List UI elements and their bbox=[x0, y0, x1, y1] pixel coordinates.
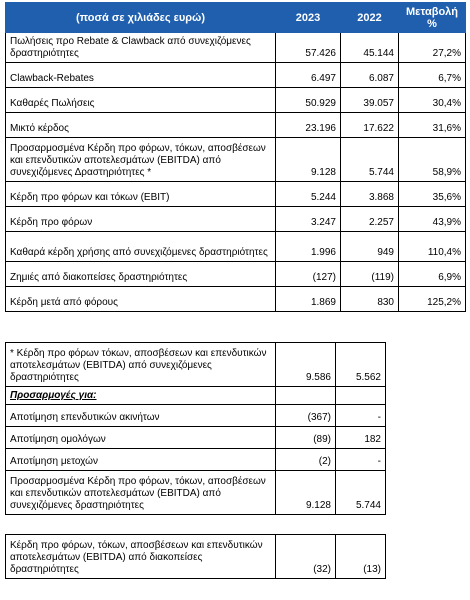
row-label: Πωλήσεις προ Rebate & Clawback από συνεχιζόμενες δραστηριότητες bbox=[6, 33, 276, 63]
table-row bbox=[6, 287, 466, 312]
row-2022: 5.744 bbox=[336, 471, 386, 515]
row-label: Καθαρά κέρδη χρήσης από συνεχιζόμενες δραστηριότητες bbox=[6, 232, 276, 262]
row-2022: 949 bbox=[341, 232, 399, 262]
row-label: Αποτίμηση ομολόγων bbox=[6, 427, 276, 449]
row-change: 110,4% bbox=[399, 232, 466, 262]
row-2022: - bbox=[336, 405, 386, 427]
table-row bbox=[6, 262, 466, 287]
row-change: 27,2% bbox=[399, 33, 466, 63]
row-label: Clawback-Rebates bbox=[6, 63, 276, 88]
row-2022: 45.144 bbox=[341, 33, 399, 63]
row-2022: 830 bbox=[341, 287, 399, 312]
row-2022: (119) bbox=[341, 262, 399, 287]
row-change: 35,6% bbox=[399, 182, 466, 207]
row-label: Αποτίμηση επενδυτικών ακινήτων bbox=[6, 405, 276, 427]
row-2023: 9.128 bbox=[276, 471, 336, 515]
row-2023: 23.196 bbox=[276, 113, 341, 138]
row-2023: 1.996 bbox=[276, 232, 341, 262]
table-row bbox=[6, 138, 466, 182]
header-2022: 2022 bbox=[341, 3, 399, 33]
row-2022: - bbox=[336, 449, 386, 471]
row-label: Προσαρμοσμένα Κέρδη προ φόρων, τόκων, αποσβέσεων και επενδυτικών αποτελεσμάτων (EBITDA) από συνεχιζόμενες δραστηριότητες bbox=[6, 471, 276, 515]
adjustments-title-row bbox=[6, 387, 386, 405]
row-2023: (2) bbox=[276, 449, 336, 471]
row-2023: 6.497 bbox=[276, 63, 341, 88]
row-change: 6,9% bbox=[399, 262, 466, 287]
row-change: 43,9% bbox=[399, 207, 466, 232]
row-2023: (89) bbox=[276, 427, 336, 449]
row-2022: 2.257 bbox=[341, 207, 399, 232]
row-change: 31,6% bbox=[399, 113, 466, 138]
financial-summary-table bbox=[5, 2, 466, 312]
ebitda-note-row bbox=[6, 343, 386, 387]
row-label: Κέρδη μετά από φόρους bbox=[6, 287, 276, 312]
table-row bbox=[6, 405, 386, 427]
header-label: (ποσά σε χιλιάδες ευρώ) bbox=[6, 3, 276, 33]
table-row bbox=[6, 427, 386, 449]
table-row bbox=[6, 232, 466, 262]
table-row bbox=[6, 88, 466, 113]
row-label: Ζημιές από διακοπείσες δραστηριότητες bbox=[6, 262, 276, 287]
discontinued-2023: (32) bbox=[276, 535, 336, 579]
row-label: Κέρδη προ φόρων bbox=[6, 207, 276, 232]
row-label: Μικτό κέρδος bbox=[6, 113, 276, 138]
discontinued-2022: (13) bbox=[336, 535, 386, 579]
row-label: Αποτίμηση μετοχών bbox=[6, 449, 276, 471]
ebitda-note-2022: 5.562 bbox=[336, 343, 386, 387]
table-row bbox=[6, 471, 386, 515]
row-label: Καθαρές Πωλήσεις bbox=[6, 88, 276, 113]
adjustments-title: Προσαρμογές για: bbox=[6, 387, 276, 405]
row-2022: 5.744 bbox=[341, 138, 399, 182]
row-2023: (367) bbox=[276, 405, 336, 427]
ebitda-note-label: * Κέρδη προ φόρων τόκων, αποσβέσεων και επενδυτικών αποτελεσμάτων (EBITDA) από συνεχιζόμενες δραστηριότητες bbox=[6, 343, 276, 387]
table-row bbox=[6, 207, 466, 232]
row-2022: 6.087 bbox=[341, 63, 399, 88]
ebitda-note-2023: 9.586 bbox=[276, 343, 336, 387]
table-row bbox=[6, 33, 466, 63]
header-row bbox=[6, 3, 466, 33]
row-change: 58,9% bbox=[399, 138, 466, 182]
row-change: 6,7% bbox=[399, 63, 466, 88]
row-2022: 39.057 bbox=[341, 88, 399, 113]
row-2022: 3.868 bbox=[341, 182, 399, 207]
row-2023: 3.247 bbox=[276, 207, 341, 232]
discontinued-label: Κέρδη προ φόρων, τόκων, αποσβέσεων και επενδυτικών αποτελεσμάτων (EBITDA) από διακοπείσες δραστηριότητες bbox=[6, 535, 276, 579]
header-change: Μεταβολή % bbox=[399, 3, 466, 33]
header-2023: 2023 bbox=[276, 3, 341, 33]
row-2023: 57.426 bbox=[276, 33, 341, 63]
table-row bbox=[6, 63, 466, 88]
discontinued-ebitda-table bbox=[5, 534, 386, 579]
row-label: Προσαρμοσμένα Κέρδη προ φόρων, τόκων, αποσβέσεων και επενδυτικών αποτελεσμάτων (EBITDA) από συνεχιζόμενες Δραστηριότητες * bbox=[6, 138, 276, 182]
table-row bbox=[6, 449, 386, 471]
row-label: Κέρδη προ φόρων και τόκων (EBIT) bbox=[6, 182, 276, 207]
table-row bbox=[6, 113, 466, 138]
row-2023: 1.869 bbox=[276, 287, 341, 312]
row-2022: 182 bbox=[336, 427, 386, 449]
row-2023: 5.244 bbox=[276, 182, 341, 207]
ebitda-reconciliation-table bbox=[5, 342, 386, 515]
row-2023: 9.128 bbox=[276, 138, 341, 182]
table-row bbox=[6, 182, 466, 207]
discontinued-row bbox=[6, 535, 386, 579]
row-change: 125,2% bbox=[399, 287, 466, 312]
row-2022: 17.622 bbox=[341, 113, 399, 138]
row-2023: 50.929 bbox=[276, 88, 341, 113]
row-2023: (127) bbox=[276, 262, 341, 287]
row-change: 30,4% bbox=[399, 88, 466, 113]
